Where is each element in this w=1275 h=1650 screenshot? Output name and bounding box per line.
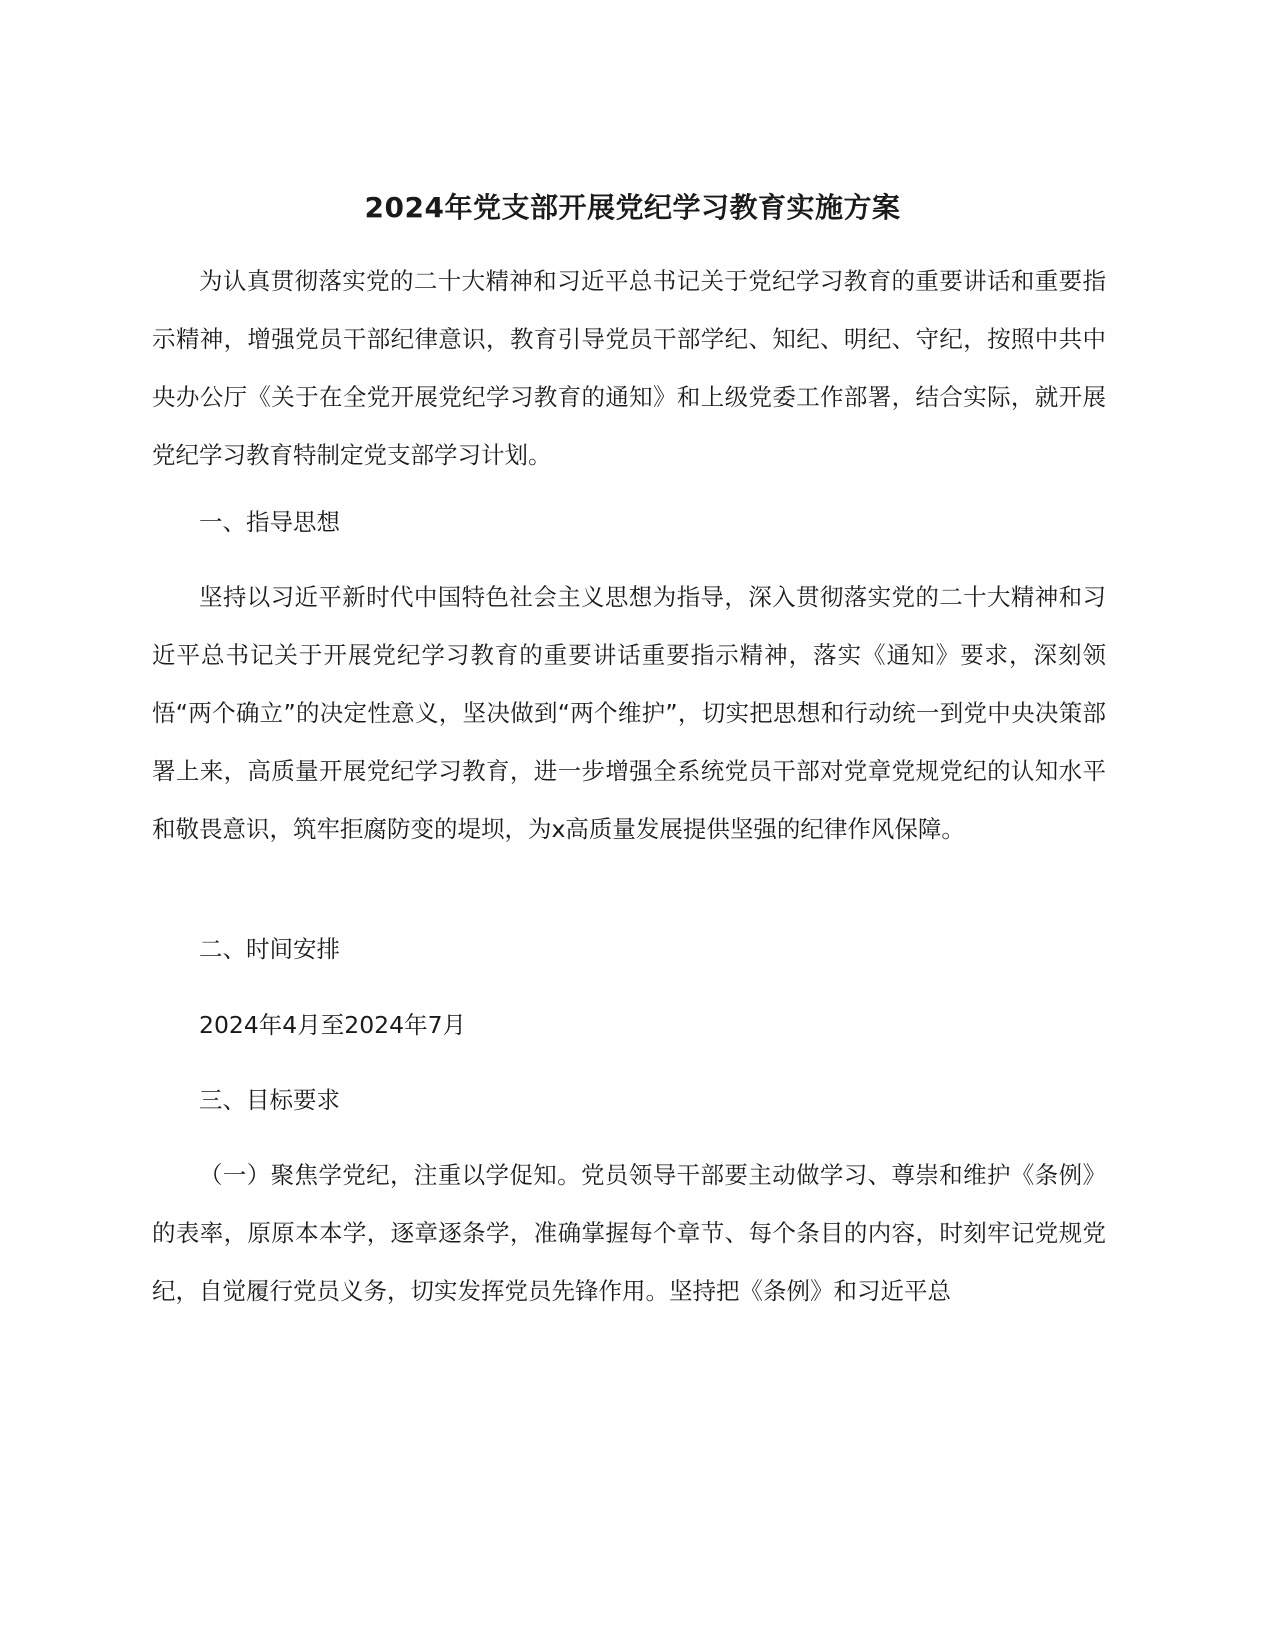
section-heading-schedule: 二、时间安排: [199, 935, 340, 963]
section-heading-goals: 三、目标要求: [199, 1086, 340, 1114]
section-heading-guiding-ideology: 一、指导思想: [199, 508, 340, 536]
schedule-paragraph: 2024年4月至2024年7月: [199, 1011, 467, 1039]
goals-paragraph: （一）聚焦学党纪，注重以学促知。党员领导干部要主动做学习、尊崇和维护《条例》的表率，原原本本学，逐章逐条学，准确掌握每个章节、每个条目的内容，时刻牢记党规党纪，自觉履行党员义务，切实发挥党员先锋作用。坚持把《条例》和习近平总: [152, 1161, 1106, 1305]
document-title: 2024年党支部开展党纪学习教育实施方案: [364, 191, 901, 224]
guiding-ideology-paragraph: 坚持以习近平新时代中国特色社会主义思想为指导，深入贯彻落实党的二十大精神和习近平总书记关于开展党纪学习教育的重要讲话重要指示精神，落实《通知》要求，深刻领悟“两个确立”的决定性意义，坚决做到“两个维护”，切实把思想和行动统一到党中央决策部署上来，高质量开展党纪学习教育，进一步增强全系统党员干部对党章党规党纪的认知水平和敬畏意识，筑牢拒腐防变的堤坝，为x高质量发展提供坚强的纪律作风保障。: [152, 583, 1106, 843]
intro-paragraph: 为认真贯彻落实党的二十大精神和习近平总书记关于党纪学习教育的重要讲话和重要指示精神，增强党员干部纪律意识，教育引导党员干部学纪、知纪、明纪、守纪，按照中共中央办公厅《关于在全党开展党纪学习教育的通知》和上级党委工作部署，结合实际，就开展党纪学习教育特制定党支部学习计划。: [152, 267, 1106, 469]
